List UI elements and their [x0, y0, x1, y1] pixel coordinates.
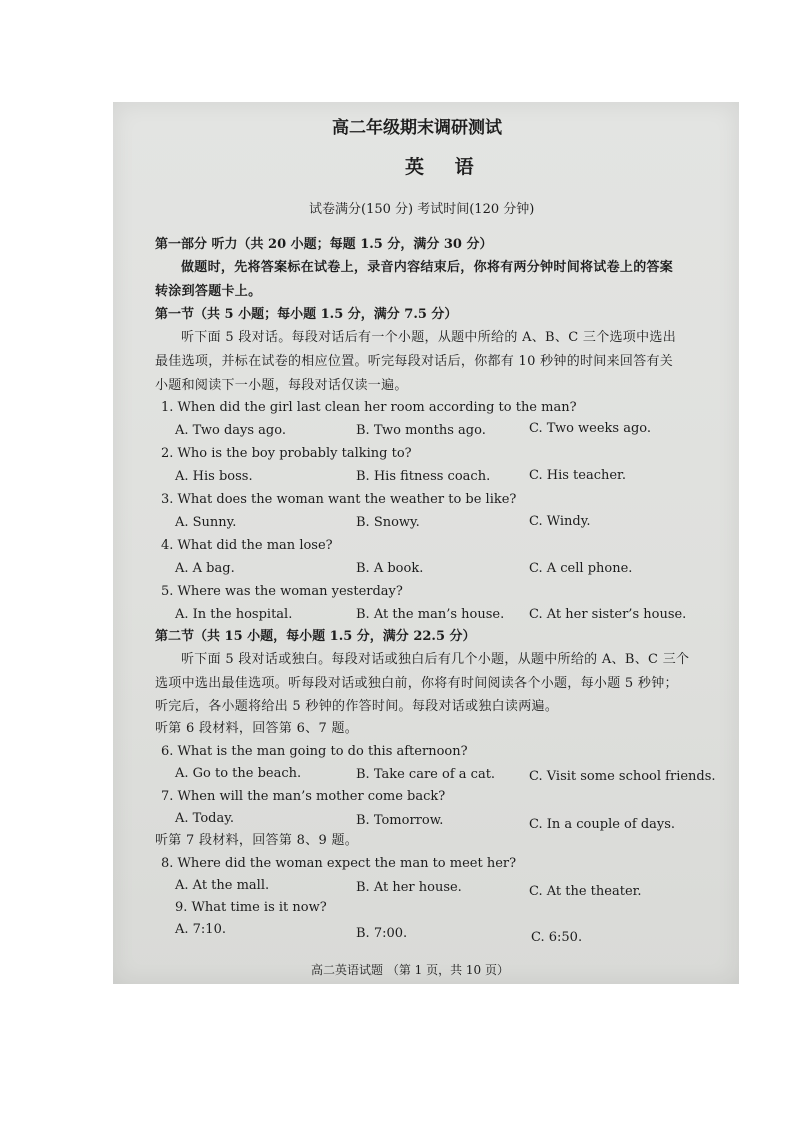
q9-option-c: C. 6:50.	[531, 930, 583, 945]
q9-option-b: B. 7:00.	[356, 926, 408, 941]
page-footer: 高二英语试题 （第 1 页，共 10 页）	[311, 963, 509, 977]
subject-title: 英 语	[405, 156, 486, 178]
q7-option-b: B. Tomorrow.	[356, 813, 444, 828]
q5-option-a: A. In the hospital.	[175, 607, 293, 622]
part1-instruction-2: 转涂到答题卡上。	[155, 284, 262, 299]
q4-option-c: C. A cell phone.	[529, 561, 633, 576]
q3-option-c: C. Windy.	[529, 514, 591, 529]
exam-info: 试卷满分(150 分) 考试时间(120 分钟)	[309, 202, 535, 217]
question-1: 1. When did the girl last clean her room according to the man?	[161, 400, 577, 415]
section1-heading: 第一节（共 5 小题；每小题 1.5 分，满分 7.5 分）	[155, 307, 458, 322]
section2-heading: 第二节（共 15 小题，每小题 1.5 分，满分 22.5 分）	[155, 629, 476, 644]
part1-instruction-1: 做题时，先将答案标在试卷上，录音内容结束后，你将有两分钟时间将试卷上的答案	[181, 260, 674, 275]
q1-option-b: B. Two months ago.	[356, 423, 486, 438]
q6-option-c: C. Visit some school friends.	[529, 769, 716, 784]
question-2: 2. Who is the boy probably talking to?	[161, 446, 412, 461]
q3-option-b: B. Snowy.	[356, 515, 420, 530]
q8-option-c: C. At the theater.	[529, 884, 642, 899]
q3-option-a: A. Sunny.	[175, 515, 237, 530]
question-6: 6. What is the man going to do this afternoon?	[161, 744, 468, 759]
exam-title: 高二年级期末调研测试	[332, 118, 502, 138]
q6-option-a: A. Go to the beach.	[175, 766, 302, 781]
q2-option-b: B. His fitness coach.	[356, 469, 491, 484]
section2-instruction-1: 听下面 5 段对话或独白。每段对话或独白后有几个小题，从题中所给的 A、B、C 三个	[181, 652, 690, 667]
q6-option-b: B. Take care of a cat.	[356, 767, 496, 782]
q9-option-a: A. 7:10.	[175, 922, 226, 937]
q4-option-b: B. A book.	[356, 561, 424, 576]
exam-page	[113, 102, 739, 984]
question-8: 8. Where did the woman expect the man to meet her?	[161, 856, 517, 871]
question-9: 9. What time is it now?	[175, 900, 327, 915]
material-6-label: 听第 6 段材料，回答第 6、7 题。	[155, 721, 359, 736]
question-4: 4. What did the man lose?	[161, 538, 333, 553]
q5-option-b: B. At the man’s house.	[356, 607, 505, 622]
material-7-label: 听第 7 段材料，回答第 8、9 题。	[155, 833, 359, 848]
q8-option-a: A. At the mall.	[175, 878, 270, 893]
section1-instruction-2: 最佳选项，并标在试卷的相应位置。听完每段对话后，你都有 10 秒钟的时间来回答有关	[155, 354, 674, 369]
section1-instruction-1: 听下面 5 段对话。每段对话后有一个小题，从题中所给的 A、B、C 三个选项中选出	[181, 330, 676, 345]
question-7: 7. When will the man’s mother come back?	[161, 789, 446, 804]
section1-instruction-3: 小题和阅读下一小题，每段对话仅读一遍。	[155, 378, 408, 393]
q7-option-a: A. Today.	[175, 811, 234, 826]
q2-option-c: C. His teacher.	[529, 468, 626, 483]
question-3: 3. What does the woman want the weather to be like?	[161, 492, 517, 507]
q1-option-a: A. Two days ago.	[175, 423, 286, 438]
question-5: 5. Where was the woman yesterday?	[161, 584, 403, 599]
q1-option-c: C. Two weeks ago.	[529, 421, 652, 436]
q4-option-a: A. A bag.	[175, 561, 235, 576]
q7-option-c: C. In a couple of days.	[529, 817, 676, 832]
part1-heading: 第一部分 听力（共 20 小题；每题 1.5 分，满分 30 分）	[155, 237, 493, 252]
q5-option-c: C. At her sister’s house.	[529, 607, 687, 622]
section2-instruction-3: 听完后，各小题将给出 5 秒钟的作答时间。每段对话或独白读两遍。	[155, 699, 559, 714]
q8-option-b: B. At her house.	[356, 880, 462, 895]
q2-option-a: A. His boss.	[175, 469, 253, 484]
section2-instruction-2: 选项中选出最佳选项。听每段对话或独白前，你将有时间阅读各个小题，每小题 5 秒钟；	[155, 676, 678, 691]
